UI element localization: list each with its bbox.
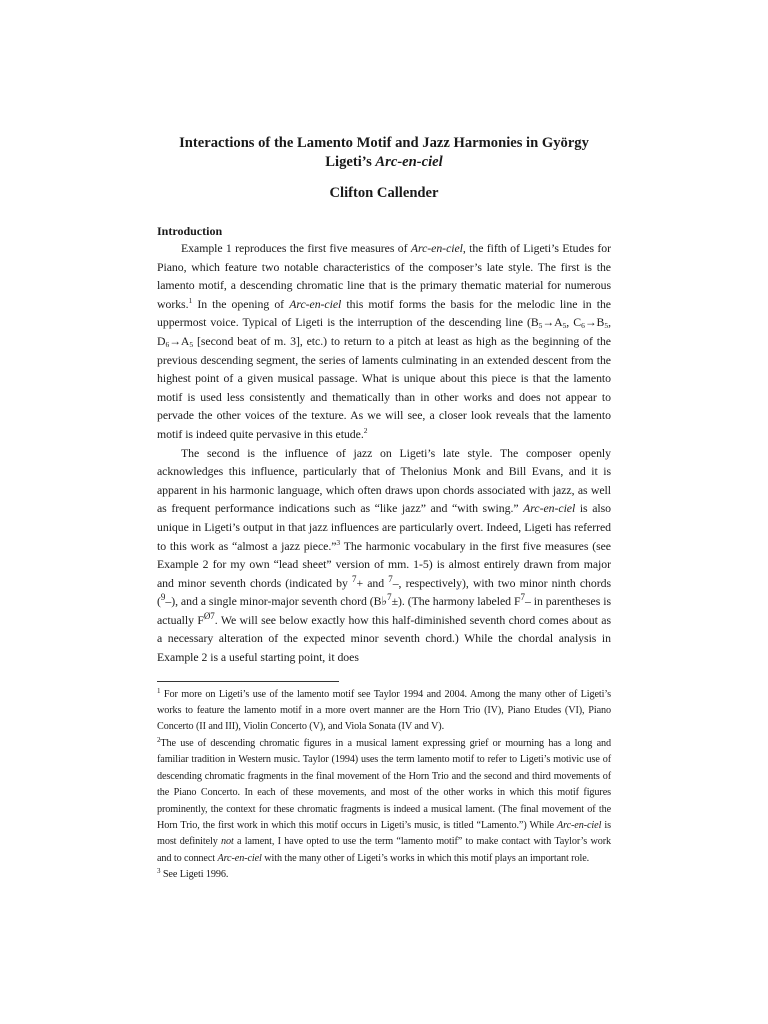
p1-text-g: [second beat of m. 3], etc.) to return to a pitch at least as high as the beginning of the previous descending segment, the series of laments culminating in an extended descent from the highest point of a given musical passage. What is unique about this piece is that the lamento motif is used less consistently and thematically than in other works and does not appear to pervade the other voices of the texture. As we will see, a closer look reveals that the lamento motif is indeed quite pervasive in this etude. — [157, 333, 611, 441]
footnote-text: The use of descending chromatic figures in a musical lament expressing grief or mourning has a long and familiar tradition in Western music. Taylor (1994) uses the term lamento motif to refer to Ligeti’s motivic use of descending chromatic fragments in the final movement of the Horn Trio and the second and third movements of the Piano Concerto. In each of these movements, and most of the other works in which this motif figures prominently, the context for these chromatic fragments is indeed a musical lament. (The final movement of the Horn Trio, the first work in which this motif occurs in Ligeti’s music, is titled “Lamento.”) While — [157, 737, 611, 831]
p2-text-f: –, respectively), with two minor ninth chords ( — [157, 575, 611, 609]
p2-text-e: + and — [356, 575, 389, 590]
paper-page — [157, 134, 611, 884]
p2-text-d: The harmonic vocabulary in the first five measures (see Example 2 for my own “lead sheet” version of mm. 1-5) is almost entirely drawn from major and minor seventh chords (indicated by — [157, 538, 611, 590]
footnote-3 — [157, 867, 611, 883]
footnote-emphasis: not — [221, 836, 234, 848]
footnote-text: with the many other of Ligeti’s works in which this motif plays an important role. — [261, 852, 590, 864]
p2-text-c: is also unique in Ligeti’s output in that jazz influences are particularly overt. Indeed, Ligeti has referred to this work as “almost a jazz piece.” — [157, 501, 612, 553]
footnote-text: For more on Ligeti’s use of the lamento motif see Taylor 1994 and 2004. Among the many other of Ligeti’s works to feature the lamento motif in a more overt manner are the Horn Trio (IV), Piano Etudes (VI), Piano Concerto (II and III), Violin Concerto (V), and Viola Sonata (IV and V). — [157, 688, 611, 733]
p2-text-g: –), and a single minor-major seventh chord (B♭ — [165, 594, 388, 609]
chord-symbol: 7 — [520, 592, 525, 603]
p2-text-i: – in parentheses is actually F — [157, 594, 611, 627]
footnote-work-name: Arc-en-ciel — [217, 852, 262, 864]
footnote-2 — [157, 736, 611, 867]
p1-work-name: Arc-en-ciel — [410, 241, 463, 255]
chord-symbol: 7 — [387, 592, 392, 603]
p1-text-a: Example 1 reproduces the first five measures of — [181, 241, 411, 255]
title-line-1: Interactions of the Lamento Motif and Jazz Harmonies in György — [179, 135, 589, 151]
footnote-number: 1 — [157, 686, 161, 695]
paragraph-2 — [157, 444, 611, 667]
pitch-octave: 5 — [189, 339, 194, 349]
p1-work-name-2: Arc-en-ciel — [289, 296, 342, 311]
p2-work-name: Arc-en-ciel — [523, 501, 576, 516]
p1-text-d: In the opening of — [192, 296, 290, 311]
footnote-divider — [157, 681, 339, 682]
footnote-ref-3[interactable]: 3 — [336, 537, 341, 547]
footnote-work-name: Arc-en-ciel — [556, 819, 602, 831]
pitch-octave: 5 — [538, 321, 543, 331]
p2-text-h: ±). (The harmony labeled F — [391, 594, 521, 609]
author-name: Clifton Callender — [329, 185, 439, 201]
footnote-text: is most definitely — [157, 819, 611, 848]
pitch-note: →A — [169, 333, 190, 348]
p1-text-c: , the fifth of Ligeti’s Etudes for Piano, which feature two notable characteristics of the composer’s late style. The first is the lamento motif, a descending chromatic line that is the primary thematic material for numerous works. — [157, 241, 611, 311]
footnote-1 — [157, 687, 611, 736]
pitch-octave: 5 — [604, 321, 609, 331]
footnote-number: 3 — [157, 867, 161, 876]
pitch-octave: 5 — [562, 321, 567, 331]
footnote-number: 2 — [157, 735, 161, 744]
pitch-note: B — [530, 315, 539, 330]
paragraph-1 — [157, 239, 611, 444]
title-line-2-prefix: Ligeti’s — [325, 154, 376, 170]
title-work-name: Arc-en-ciel — [375, 154, 443, 170]
chord-symbol: Ø7 — [203, 610, 215, 621]
pitch-octave: 6 — [581, 321, 585, 331]
chord-symbol: 7 — [351, 573, 357, 584]
pitch-octave: 6 — [165, 339, 170, 349]
footnotes — [157, 687, 611, 884]
chord-symbol: 7 — [388, 573, 393, 584]
p2-text-j: . We will see below exactly how this half-diminished seventh chord comes about as a necessary alteration of the expected minor seventh chord.) While the chordal analysis in Example 2 is a useful starting point, it does — [157, 612, 611, 665]
footnote-ref-1[interactable]: 1 — [188, 295, 193, 305]
paper-title — [157, 134, 611, 172]
footnote-ref-2[interactable]: 2 — [363, 425, 368, 435]
footnote-text: a lament, I have opted to use the term “lamento motif” to make contact with Taylor’s work and to connect — [157, 836, 611, 864]
pitch-note: →B — [584, 315, 605, 330]
footnote-text: See Ligeti 1996. — [160, 869, 229, 881]
p2-text-a: The second is the influence of jazz on Ligeti’s late style. The composer openly acknowledges this influence, particularly that of Thelonius Monk and Bill Evans, and it is apparent in his harmonic language, which often draws upon chords associated with jazz, as well as frequent performance indications such as “like jazz” and “with swing.” — [157, 445, 611, 516]
pitch-note: , D — [157, 315, 611, 348]
chord-symbol: 9 — [160, 592, 166, 603]
pitch-note: →A — [542, 315, 563, 330]
section-heading: Introduction — [157, 224, 223, 238]
pitch-note: , C — [566, 315, 582, 330]
p1-text-f: this motif forms the basis for the melodic line in the uppermost voice. Typical of Ligeti is the interruption of the descending line ( — [157, 296, 611, 330]
